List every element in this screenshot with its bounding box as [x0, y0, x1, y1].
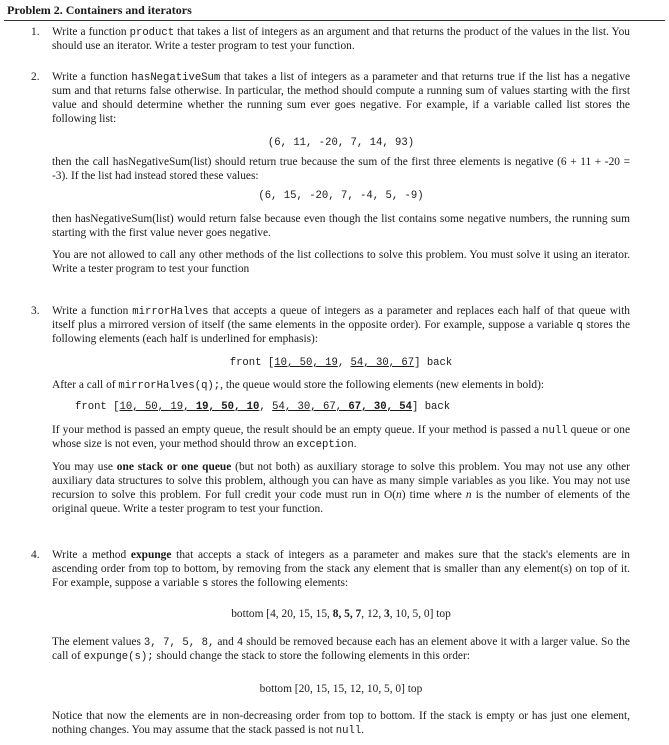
variable-name: q — [576, 319, 583, 332]
function-name: mirrorHalves — [132, 306, 209, 318]
example-list: (6, 15, -20, 7, -4, 5, -9) — [258, 190, 424, 202]
example-stack-result: bottom [20, 15, 15, 12, 10, 5, 0] top — [259, 683, 423, 695]
paragraph: then hasNegativeSum(list) would return false because even though the list contains some negative numbers, the running sum starting with the first value never goes negative. — [52, 213, 630, 239]
question-number: 3. — [31, 305, 40, 317]
example-queue-result: front [10, 50, 19, 19, 50, 10, 54, 30, 67, 67, 30, 54] back — [75, 401, 451, 413]
problem-title: Problem 2. Containers and iterators — [7, 3, 192, 17]
question-text: Write a function hasNegativeSum that takes a list of integers as a parameter and that returns true if the list has a negative sum and that returns false otherwise. In particular, the method should compute a running sum of values starting with the first value and should determine whether the running sum ever goes negative. For example, if a variable called list stores the following list: — [52, 71, 630, 125]
function-name: product — [129, 27, 175, 39]
paragraph: You may use one stack or one queue (but not both) as auxiliary storage to solve this problem. You may not use any other auxiliary data structures to solve this problem, although you can have as many simple variables as you like. You may not use recursion to solve this problem. For full credit your code must run in O(n) time where n is the number of elements of the original queue. Write a tester program to test your function. — [52, 461, 630, 515]
example-list: (6, 11, -20, 7, 14, 93) — [267, 137, 415, 149]
question-text: Write a method expunge that accepts a stack of integers as a parameter and makes sure that the stack's elements are in ascending order from top to bottom, by removing from the stack any element that is smaller than any element(s) on top of it. For example, suppose a variable s stores the following elements: — [52, 549, 630, 590]
function-name: hasNegativeSum — [131, 72, 221, 84]
paragraph: After a call of mirrorHalves(q);, the queue would store the following elements (new elements in bold): — [52, 379, 545, 392]
question-text: Write a function mirrorHalves that accepts a queue of integers as a parameter and replaces each half of that queue with itself plus a mirrored version of itself (the same elements in the opposite order). For example, suppose a variable q stores the following elements (each half is underlined for emphasis): — [52, 305, 630, 345]
paragraph: The element values 3, 7, 5, 8, and 4 should be removed because each has an element above it with a larger value. So the call of expunge(s); should change the stack to store the following elements in this order: — [52, 636, 630, 663]
paragraph: then the call hasNegativeSum(list) should return true because the sum of the first three elements is negative (6 + 11 + -20 = -3). If the list had instead stored these values: — [52, 156, 630, 182]
variable-name: s — [201, 577, 209, 590]
example-stack: bottom [4, 20, 15, 15, 8, 5, 7, 12, 3, 10, 5, 0] top — [231, 608, 451, 620]
paragraph: If your method is passed an empty queue, the result should be an empty queue. If your method is passed a null queue or one whose size is not even, your method should throw an exception. — [52, 424, 630, 451]
question-number: 4. — [31, 549, 40, 561]
question-number: 1. — [31, 26, 40, 38]
question-text: Write a function product that takes a list of integers as an argument and that returns the product of the values in the list. You should use an iterator. Write a tester program to test your function. — [52, 26, 630, 52]
paragraph: You are not allowed to call any other methods of the list collections to solve this problem. You must solve it using an iterator. Write a tester program to test your function — [52, 249, 630, 275]
example-queue: front [10, 50, 19, 54, 30, 67] back — [229, 357, 453, 369]
paragraph: Notice that now the elements are in non-decreasing order from top to bottom. If the stack is empty or has just one element, nothing changes. You may assume that the stack passed is not null. — [52, 710, 630, 737]
title-divider — [4, 20, 665, 21]
question-number: 2. — [31, 71, 40, 83]
function-name: expunge — [130, 549, 172, 561]
